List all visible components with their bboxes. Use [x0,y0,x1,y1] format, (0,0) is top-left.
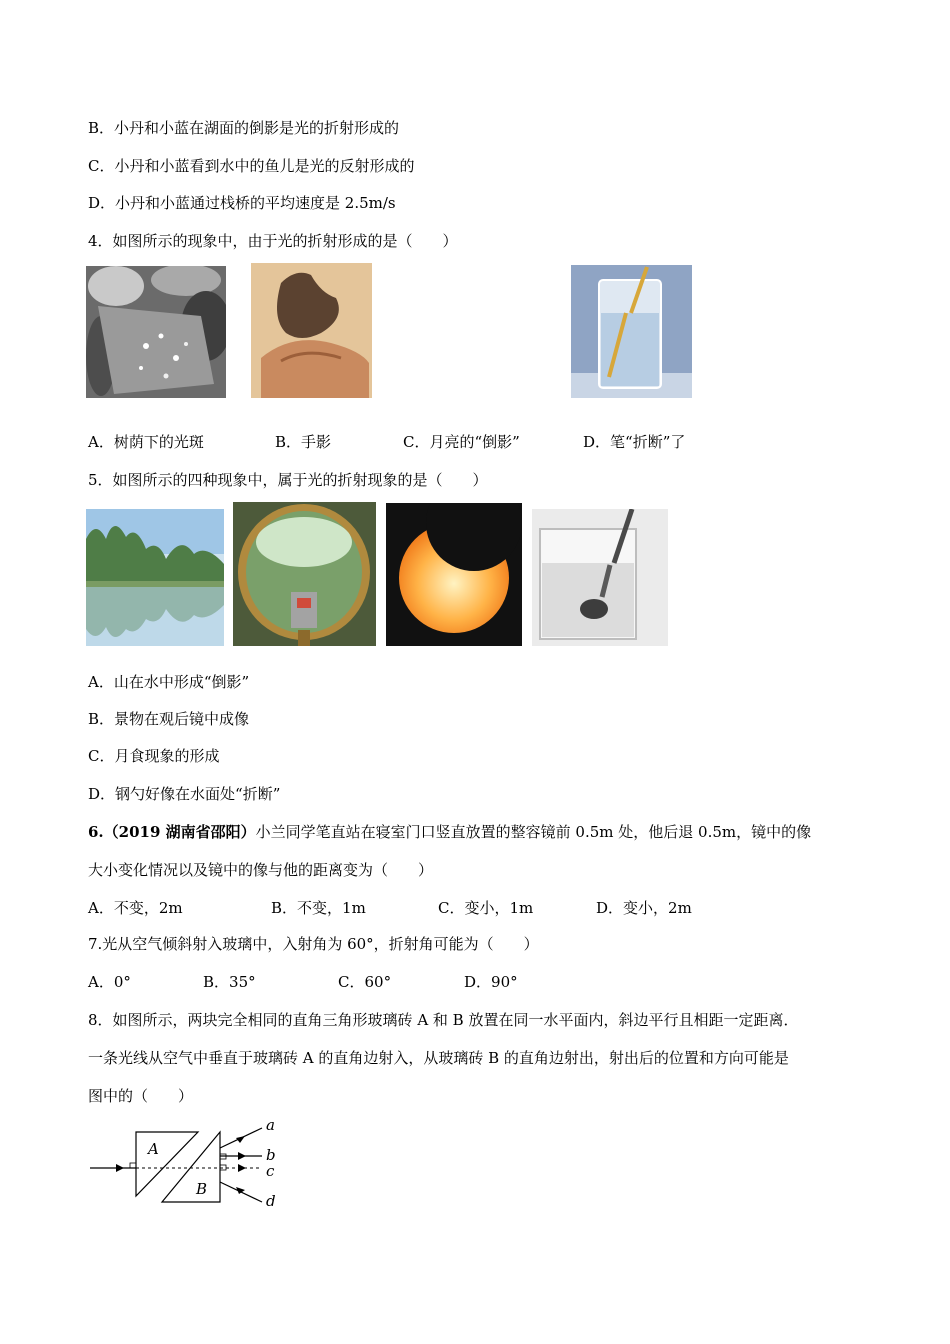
q5-option-a: A．山在水中形成“倒影” [88,673,250,691]
q5-option-d: D．钢勺好像在水面处“折断” [88,785,281,803]
q7-option-d: D．90° [464,973,518,991]
pencil-in-glass-image [571,265,692,398]
label-ray-c: c [266,1162,275,1180]
label-ray-d: d [266,1192,276,1210]
q7-stem: 7.光从空气倾斜射入玻璃中，入射角为 60°，折射角可能为（ ） [88,935,539,953]
q5-option-c: C．月食现象的形成 [88,747,220,765]
q4-option-d: D．笔“折断”了 [583,433,686,451]
label-prism-b: B [196,1180,208,1198]
q4-stem: 4．如图所示的现象中，由于光的折射形成的是（ ） [88,232,458,250]
q4-option-c: C．月亮的“倒影” [403,433,520,451]
leaf-shadow-light-spots-image [86,266,226,398]
label-prism-a: A [148,1140,159,1158]
rearview-mirror-image [233,502,376,646]
q7-options [88,972,518,992]
q7-option-b: B．35° [203,973,256,991]
q6-source: 6.（2019 湖南省邵阳） [88,823,256,841]
label-ray-b: b [266,1146,276,1164]
q5-option-b: B．景物在观后镜中成像 [88,710,250,728]
q3-option-b: B．小丹和小蓝在湖面的倒影是光的折射形成的 [88,119,400,137]
q7-option-a: A．0° [88,973,131,991]
q4-option-b: B．手影 [275,433,332,451]
q3-option-d: D．小丹和小蓝通过栈桥的平均速度是 2.5m/s [88,194,396,212]
q6-options [88,898,692,918]
hand-shadow-image [251,263,372,398]
q5-stem: 5．如图所示的四种现象中，属于光的折射现象的是（ ） [88,471,488,489]
q6-stem-text: 小兰同学笔直站在寝室门口竖直放置的整容镜前 0.5m 处，他后退 0.5m，镜中的像 [255,823,812,841]
q4-options [88,432,685,452]
q6-option-a: A．不变，2m [88,899,183,917]
q4-option-a: A．树荫下的光斑 [88,433,204,451]
q7-option-c: C．60° [338,973,392,991]
spoon-in-water-image [532,509,668,646]
q6-stem-line2: 大小变化情况以及镜中的像与他的距离变为（ ） [88,861,434,879]
q8-stem-line3: 图中的（ ） [88,1087,194,1105]
q3-option-c: C．小丹和小蓝看到水中的鱼儿是光的反射形成的 [88,157,415,175]
partial-eclipse-image [386,503,522,646]
glass-prism-diagram [86,1118,286,1212]
q8-stem-line1: 8．如图所示，两块完全相同的直角三角形玻璃砖 A 和 B 放置在同一水平面内，斜边平行且相距一定距离． [88,1011,799,1029]
q6-option-c: C．变小，1m [438,899,534,917]
q6-stem-line1 [88,822,811,842]
q8-stem-line2: 一条光线从空气中垂直于玻璃砖 A 的直角边射入，从玻璃砖 B 的直角边射出，射出后的位置和方向可能是 [88,1049,789,1067]
q6-option-b: B．不变，1m [271,899,366,917]
label-ray-a: a [266,1118,275,1134]
q6-option-d: D．变小，2m [596,899,692,917]
mountain-reflection-image [86,509,224,646]
